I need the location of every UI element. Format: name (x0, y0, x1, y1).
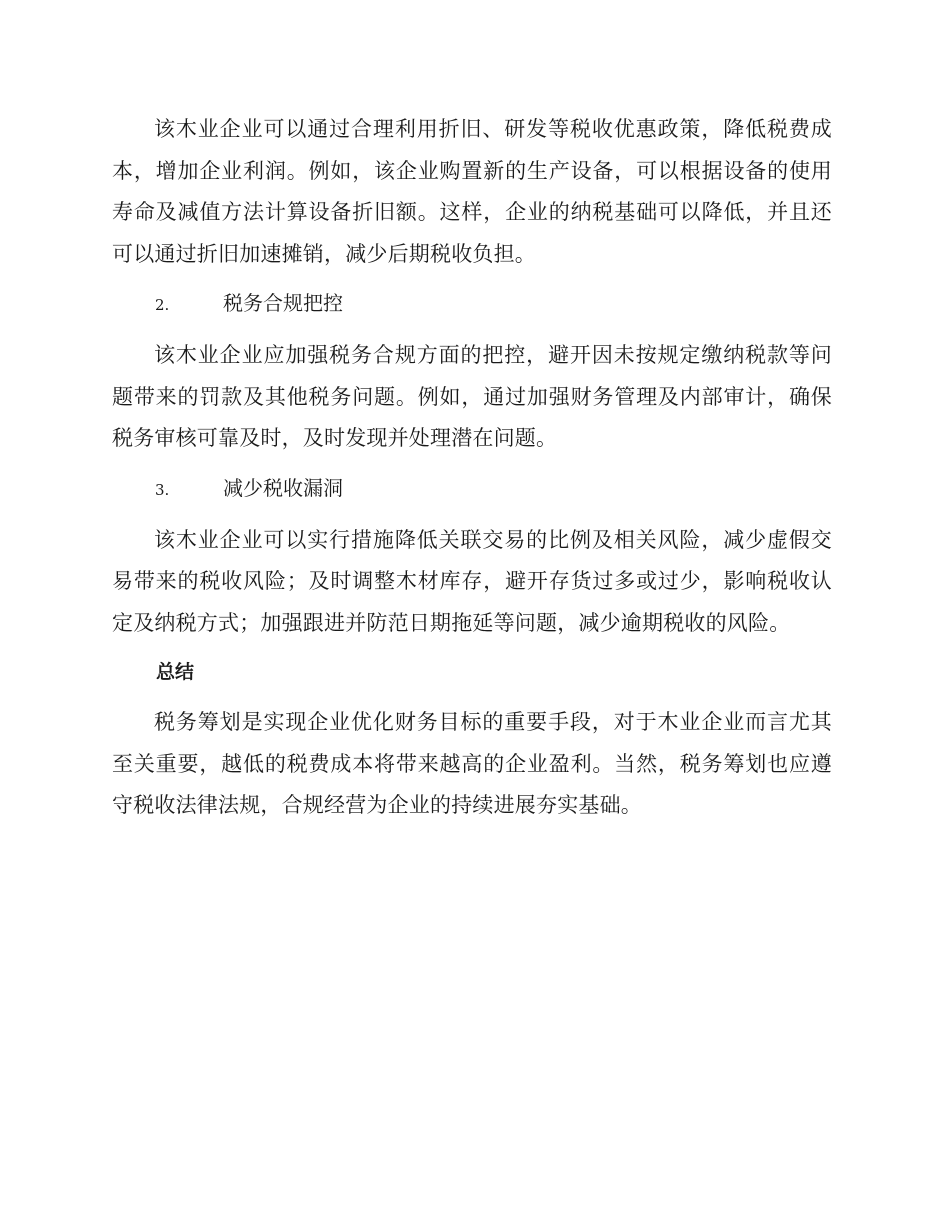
paragraph-tax-incentives: 该木业企业可以通过合理利用折旧、研发等税收优惠政策，降低税费成本，增加企业利润。例如，该企业购置新的生产设备，可以根据设备的使用寿命及减值方法计算设备折旧额。这样，企业的纳税基础可以降低，并且还可以通过折旧加速摊销，减少后期税收负担。 (112, 117, 832, 266)
list-item-label: 税务合规把控 (223, 291, 343, 315)
list-item-label: 减少税收漏洞 (223, 475, 343, 500)
paragraph-reduce-loopholes: 该木业企业可以实行措施降低关联交易的比例及相关风险，减少虚假交易带来的税收风险；及时调整木材库存，避开存货过多或过少，影响税收认定及纳税方式；加强跟进并防范日期拖延等问题，减少逾期税收的风险。 (112, 527, 832, 635)
list-item-reduce-loopholes (112, 473, 832, 505)
list-item-tax-compliance (112, 288, 832, 320)
list-number: 2. (155, 296, 170, 314)
paragraph-tax-compliance: 该木业企业应加强税务合规方面的把控，避开因未按规定缴纳税款等问题带来的罚款及其他税务问题。例如，通过加强财务管理及内部审计，确保税务审核可靠及时，及时发现并处理潜在问题。 (112, 343, 832, 450)
list-number: 3. (155, 480, 170, 499)
paragraph-summary: 税务筹划是实现企业优化财务目标的重要手段，对于木业企业而言尤其至关重要，越低的税费成本将带来越高的企业盈利。当然，税务筹划也应遵守税收法律法规，合规经营为企业的持续进展夯实基础。 (112, 710, 832, 817)
section-heading-summary: 总结 (156, 661, 195, 683)
document-content (112, 109, 832, 827)
